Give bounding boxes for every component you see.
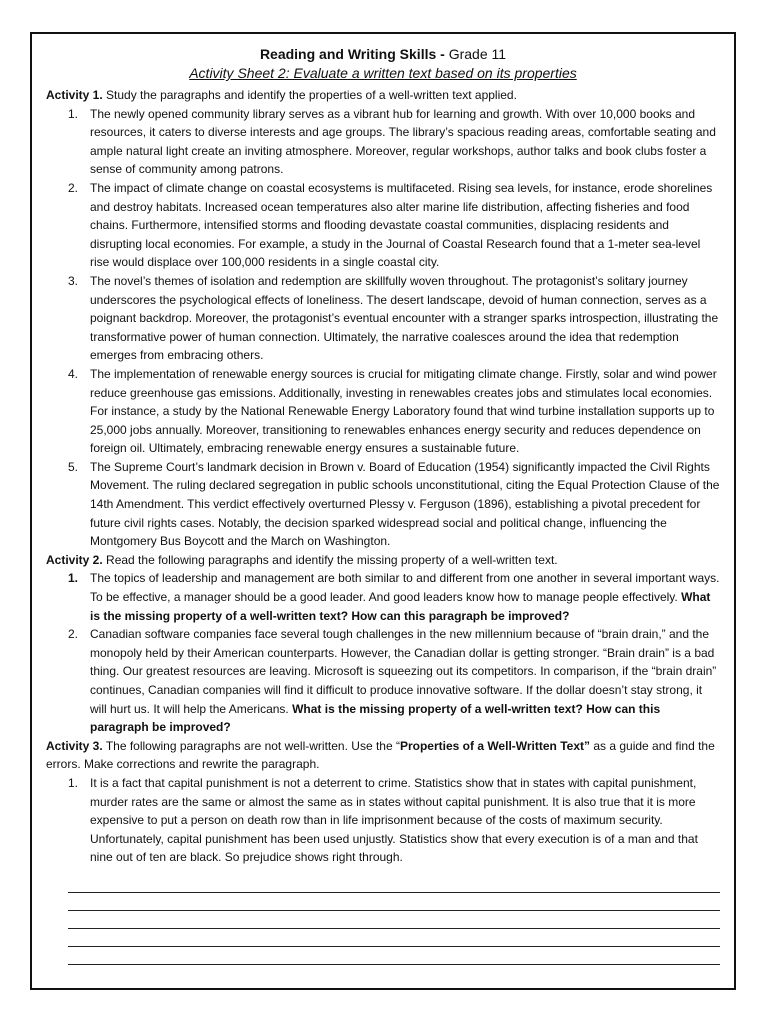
list-item: [46, 105, 720, 179]
list-item: [46, 179, 720, 272]
item-number: 5.: [68, 459, 79, 474]
activity-1-text: Study the paragraphs and identify the properties of a well-written text applied.: [102, 88, 517, 102]
activity-3-label: Activity 3.: [46, 738, 103, 753]
paragraph-text: The topics of leadership and management are both similar to and different from one another in several important ways. To be effective, a manager should be a good leader. And good leaders know how to manage people effectively.: [90, 571, 720, 605]
activity-2-instruction: [46, 551, 720, 570]
paragraph-text: The impact of climate change on coastal ecosystems is multifaceted. Rising sea levels, for instance, erode shorelines and destroy habitats. Increased ocean temperatures also alter marine life distribution, affecting fisheries and food chains. Furthermore, intensified storms and flooding devastate coastal communities, displacing residents and disrupting local economies. For example, a study in the Journal of Coastal Research found that a 1-meter sea-level rise would displace over 100,000 residents in a single coastal city.: [90, 180, 713, 270]
item-number: 1.: [68, 106, 79, 121]
activity-sheet: [30, 32, 736, 990]
activity-2-list: [46, 569, 720, 736]
answer-line[interactable]: [68, 911, 720, 929]
list-item: [46, 365, 720, 458]
answer-lines: [46, 875, 720, 965]
list-item: [46, 272, 720, 365]
activity-2-label: Activity 2.: [46, 552, 103, 567]
page-subtitle: Activity Sheet 2: Evaluate a written text based on its properties: [189, 65, 577, 81]
answer-line[interactable]: [68, 875, 720, 893]
activity-3-list: [46, 774, 720, 867]
item-number: 3.: [68, 273, 79, 288]
title-grade: Grade 11: [448, 46, 507, 62]
question-text: What is the missing property of a well-written text? How can this paragraph be improved?: [90, 701, 661, 735]
paragraph-text: The implementation of renewable energy sources is crucial for mitigating climate change. Firstly, solar and wind power reduce greenhouse gas emissions. Additionally, investing in renewables creates jobs and stimulates local economies. For instance, a study by the National Renewable Energy Laboratory found that wind turbine installation supports up to 25,000 jobs annually. Moreover, transitioning to renewables enhances energy security and reduces dependence on foreign oil. Ultimately, embracing renewable energy ensures a sustainable future.: [90, 366, 717, 456]
item-number: 1.: [68, 571, 79, 586]
activity-2-text: Read the following paragraphs and identify the missing property of a well-written text.: [102, 552, 558, 567]
item-number: 4.: [68, 366, 79, 381]
activity-3-text-pre: The following paragraphs are not well-written. Use the “: [102, 738, 400, 753]
item-number: 2.: [68, 180, 79, 195]
activity-1-list: [46, 105, 720, 551]
list-item: [46, 625, 720, 737]
item-number: 2.: [68, 627, 79, 642]
list-item: [46, 458, 720, 551]
paragraph-text: It is a fact that capital punishment is not a deterrent to crime. Statistics show that in states with capital punishment, murder rates are the same or almost the same as in states without capital punishment. It is also true that it is more expensive to put a person on death row than in life imprisonment because of the costs of maximum security. Unfortunately, capital punishment has been used unjustly. Statistics show that every execution is of a man and that nine out of ten are black. So prejudice shows right through.: [90, 775, 698, 865]
list-item: [46, 569, 720, 625]
page-title: [46, 44, 720, 64]
paragraph-text: The Supreme Court’s landmark decision in Brown v. Board of Education (1954) significantly impacted the Civil Rights Movement. The ruling declared segregation in public schools unconstitutional, citing the Equal Protection Clause of the 14th Amendment. This verdict effectively overturned Plessy v. Ferguson (1896), establishing a pivotal precedent for future civil rights cases. Notably, the decision sparked widespread social and political change, influencing the Montgomery Bus Boycott and the March on Washington.: [90, 459, 720, 549]
activity-1-instruction: [46, 86, 720, 105]
question-text: What is the missing property of a well-written text? How can this paragraph be improved?: [90, 590, 711, 623]
paragraph-text: The newly opened community library serves as a vibrant hub for learning and growth. With over 10,000 books and resources, it caters to diverse interests and age groups. The library’s spacious reading areas, comfortable seating and ample natural light create an inviting atmosphere. Moreover, regular workshops, author talks and book clubs foster a sense of community among patrons.: [90, 106, 716, 177]
answer-line[interactable]: [68, 947, 720, 965]
answer-line[interactable]: [68, 893, 720, 911]
item-number: 1.: [68, 775, 79, 790]
activity-3-instruction: [46, 737, 720, 774]
paragraph-text: The novel’s themes of isolation and redemption are skillfully woven throughout. The protagonist’s solitary journey underscores the psychological effects of loneliness. The desert landscape, devoid of human connection, serves as a poignant backdrop. Moreover, the protagonist’s eventual encounter with a stranger sparks introspection, illustrating the transformative power of human connection. Ultimately, the narrative coalesces around the idea that redemption emerges from embracing others.: [90, 273, 719, 363]
activity-3-text-post: as a guide and find the errors. Make corrections and rewrite the paragraph.: [46, 738, 715, 772]
title-bold: Reading and Writing Skills -: [259, 46, 449, 62]
activity-1-label: Activity 1.: [46, 88, 103, 102]
list-item: [46, 774, 720, 867]
paragraph-text: Canadian software companies face several tough challenges in the new millennium because of “brain drain,” and the monopoly held by their American counterparts. However, the Canadian dollar is getting stronger. “Brain drain” is a bad thing. Our greatest resources are leaving. Microsoft is squeezing out its competitors. In comparison, if the “brain drain” continues, Canadian companies will find it difficult to produce innovative software. If the dollar doesn’t stay strong, it will hurt us. It will help the Americans.: [90, 627, 717, 716]
answer-line[interactable]: [68, 929, 720, 947]
activity-3-text-bold: Properties of a Well-Written Text”: [399, 738, 590, 753]
